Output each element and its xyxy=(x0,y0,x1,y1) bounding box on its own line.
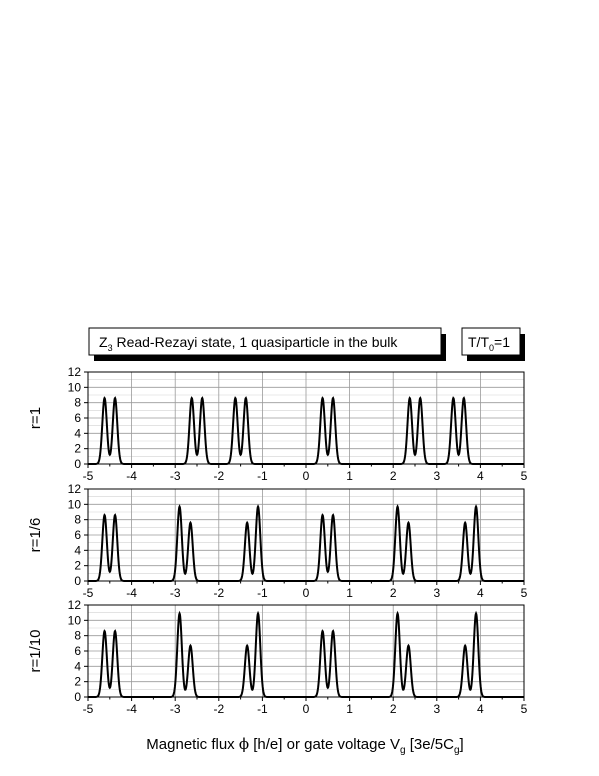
x-axis-label xyxy=(146,735,463,756)
x-tick-label: 1 xyxy=(346,586,353,600)
x-tick-label: 2 xyxy=(389,702,397,716)
title-prefix: Z xyxy=(99,334,108,350)
x-tick-label: 0 xyxy=(302,702,310,716)
x-tick-label: 5 xyxy=(520,469,528,483)
x-axis-label-sub2: g xyxy=(453,745,460,756)
x-tick-label: -5 xyxy=(82,702,94,716)
x-axis-label-part3: [3e/5C xyxy=(405,736,454,753)
x-tick-label: 1 xyxy=(346,469,353,483)
y-tick-label: 6 xyxy=(74,528,81,542)
x-axis-label-part1: Magnetic flux xyxy=(146,736,239,753)
y-tick-label: 12 xyxy=(67,365,81,379)
y-tick-label: 6 xyxy=(74,644,81,658)
x-tick-label: 0 xyxy=(302,586,310,600)
y-tick-label: 10 xyxy=(67,380,81,395)
x-tick-label: -4 xyxy=(126,469,137,483)
x-axis-label-part4: ] xyxy=(459,736,464,753)
x-axis-label-sub1: g xyxy=(400,745,406,756)
y-tick-label: 12 xyxy=(67,482,81,496)
y-tick-label: 12 xyxy=(67,598,81,612)
x-tick-label: 4 xyxy=(477,702,484,716)
y-axis-label: r=1/6 xyxy=(27,517,44,553)
x-axis-label-part2: [h/e] or gate voltage V xyxy=(249,736,401,753)
y-tick-label: 4 xyxy=(74,426,81,441)
title-rest: Read-Rezayi state, 1 quasiparticle in the bulk xyxy=(112,334,398,350)
y-tick-label: 0 xyxy=(74,457,81,471)
y-tick-label: 10 xyxy=(67,613,81,628)
y-tick-label: 8 xyxy=(74,395,81,410)
temperature-rest: =1 xyxy=(494,334,510,350)
y-tick-label: 0 xyxy=(74,690,81,704)
y-tick-label: 10 xyxy=(67,497,81,512)
panels xyxy=(27,365,528,716)
x-tick-label: 5 xyxy=(520,586,528,600)
panel-1 xyxy=(27,365,528,483)
x-tick-label: -2 xyxy=(213,702,225,716)
temperature-subscript: 0 xyxy=(489,343,495,353)
x-tick-label: -5 xyxy=(82,469,94,483)
y-tick-label: 8 xyxy=(74,512,81,527)
panel-3 xyxy=(27,598,528,716)
x-tick-label: 4 xyxy=(477,586,484,600)
temperature-box xyxy=(462,328,525,361)
x-axis-label-phi: ϕ xyxy=(238,735,250,753)
x-tick-label: -1 xyxy=(257,586,268,600)
x-tick-label: -3 xyxy=(169,586,181,600)
temperature-prefix: T/T xyxy=(468,334,489,350)
x-tick-label: -1 xyxy=(257,702,268,716)
x-tick-label: 2 xyxy=(389,469,397,483)
x-tick-label: 1 xyxy=(346,702,353,716)
y-tick-label: 4 xyxy=(74,659,81,674)
x-tick-label: -2 xyxy=(213,469,225,483)
x-tick-label: -4 xyxy=(126,702,137,716)
panel-2 xyxy=(27,482,528,600)
x-tick-label: -2 xyxy=(213,586,225,600)
y-tick-label: 6 xyxy=(74,411,81,425)
x-tick-label: 2 xyxy=(389,586,397,600)
y-tick-label: 0 xyxy=(74,574,81,588)
x-tick-label: -5 xyxy=(82,586,94,600)
x-tick-label: -3 xyxy=(169,469,181,483)
y-axis-label: r=1 xyxy=(27,406,44,430)
x-tick-label: 4 xyxy=(477,469,484,483)
y-axis-label: r=1/10 xyxy=(27,629,44,673)
x-tick-label: 3 xyxy=(433,702,441,716)
title-subscript: 3 xyxy=(107,343,113,353)
y-tick-label: 4 xyxy=(74,543,81,558)
title-box xyxy=(89,328,446,361)
y-tick-label: 2 xyxy=(74,674,81,689)
x-tick-label: -1 xyxy=(257,469,268,483)
x-tick-label: 0 xyxy=(302,469,310,483)
y-tick-label: 2 xyxy=(74,441,81,456)
x-tick-label: 3 xyxy=(433,586,441,600)
x-tick-label: 3 xyxy=(433,469,441,483)
y-tick-label: 8 xyxy=(74,628,81,643)
y-tick-label: 2 xyxy=(74,558,81,573)
x-tick-label: -4 xyxy=(126,586,137,600)
x-tick-label: 5 xyxy=(520,702,528,716)
x-tick-label: -3 xyxy=(169,702,181,716)
